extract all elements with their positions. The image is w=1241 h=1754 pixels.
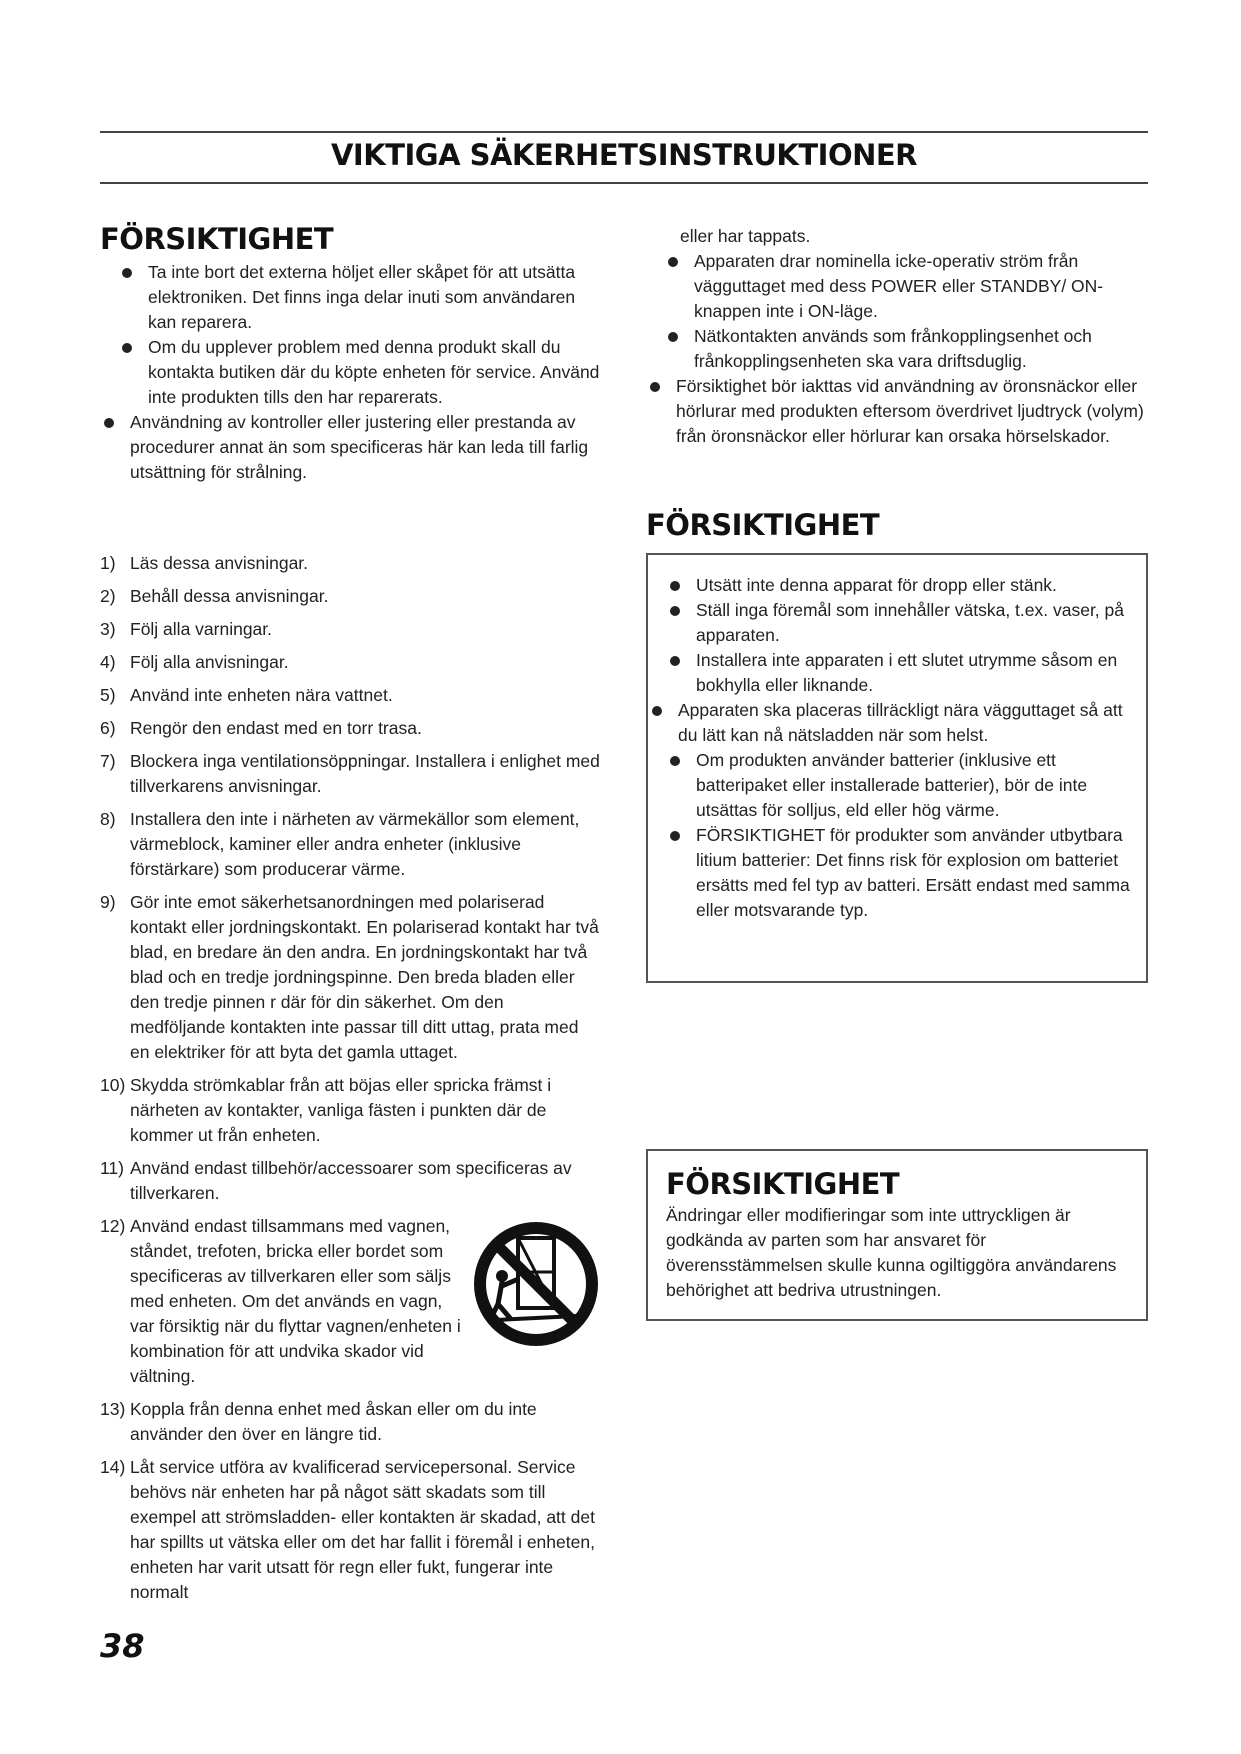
instruction-item: 6) Rengör den endast med en torr trasa. (100, 718, 422, 738)
continuation-list (646, 249, 1148, 449)
left-caution-item: Användning av kontroller eller justering eller prestanda av procedurer annat än som specificeras här kan leda till farlig utsättning för strålning. (100, 410, 600, 485)
instruction-item: 3) Följ alla varningar. (100, 619, 273, 639)
modification-caution-box (646, 1149, 1148, 1321)
continuation-item: Apparaten drar nominella icke-operativ ström från vägguttaget med dess POWER eller STANDBY/ ON-knappen inte i ON-läge. (664, 249, 1148, 324)
left-caution-item: Om du upplever problem med denna produkt skall du kontakta butiken där du köpte enheten för service. Använd inte produkten tills den har reparerats. (118, 335, 600, 410)
right-caution-item: Installera inte apparaten i ett slutet utrymme såsom en bokhylla eller liknande. (666, 648, 1138, 698)
instructions-list (100, 551, 600, 1605)
right-caution-item: Utsätt inte denna apparat för dropp eller stänk. (666, 573, 1138, 598)
header-rule-bottom (100, 182, 1148, 184)
instruction-item: 9) Gör inte emot säkerhetsanordningen med polariserad kontakt eller jordningskontakt. En polariserad kontakt har två blad, en bredare än den andra. En jordningskontakt har två blad och en tredje jordningspinne. Den breda bladen eller den tredje pinnen r där för din säkerhet. Om den medföljande kontakten inte passar till ditt uttag, prata med en elektriker för att byta det gamla uttaget. (100, 892, 599, 1062)
instruction-item: 7) Blockera inga ventilationsöppningar. Installera i enlighet med tillverkarens anvisningar. (100, 751, 600, 796)
instruction-item: 4) Följ alla anvisningar. (100, 652, 289, 672)
instruction-item: 12) Använd endast tillsammans med vagnen, ståndet, trefoten, bricka eller bordet som specificeras av tillverkaren eller som säljs med enheten. Om det används en vagn, var försiktig när du flyttar vagnen/enheten i kombination för att undvika skador vid vältning. (100, 1214, 600, 1389)
left-caution-section (100, 222, 600, 485)
continuation-item: Försiktighet bör iakttas vid användning av öronsnäckor eller hörlurar med produkten eftersom överdrivet ljudtryck (volym) från öronsnäckor eller hörlurar kan orsaka hörselskador. (646, 374, 1148, 449)
instruction-item: 8) Installera den inte i närheten av värmekällor som element, värmeblock, kaminer eller andra enheter (inklusive förstärkare) som producerar värme. (100, 809, 580, 879)
instructions-section (100, 551, 600, 1613)
right-caution-box (646, 553, 1148, 983)
right-continuation-section (646, 224, 1148, 449)
right-caution-item: Ställ inga föremål som innehåller vätska, t.ex. vaser, på apparaten. (666, 598, 1138, 648)
instruction-item: 2) Behåll dessa anvisningar. (100, 586, 329, 606)
instruction-item: 11) Använd endast tillbehör/accessoarer som specificeras av tillverkaren. (100, 1158, 572, 1203)
instruction-item: 1) Läs dessa anvisningar. (100, 553, 309, 573)
left-caution-item: Ta inte bort det externa höljet eller skåpet för att utsätta elektroniken. Det finns inga delar inuti som användaren kan reparera. (118, 260, 600, 335)
instruction-item: 10) Skydda strömkablar från att böjas eller spricka främst i närheten av kontakter, vanliga fästen i punkten där de kommer ut från enheten. (100, 1075, 552, 1145)
modification-caution-text: Ändringar eller modifieringar som inte uttryckligen är godkända av parten som har ansvaret för överensstämmelsen skulle kunna ogiltiggöra användarens behörighet att bedriva utrustningen. (666, 1205, 1117, 1300)
cart-tip-over-warning-icon (472, 1220, 600, 1348)
instruction-item: 13) Koppla från denna enhet med åskan eller om du inte använder den över en längre tid. (100, 1399, 537, 1444)
right-caution-item: Om produkten använder batterier (inklusive ett batteripaket eller installerade batterier), bör de inte utsättas för solljus, eld eller hög värme. (666, 748, 1138, 823)
left-caution-list (100, 260, 600, 485)
right-caution-heading: FÖRSIKTIGHET (646, 508, 880, 542)
left-caution-heading: FÖRSIKTIGHET (100, 222, 334, 256)
page-title: VIKTIGA SÄKERHETSINSTRUKTIONER (330, 138, 918, 172)
continuation-item: Nätkontakten används som frånkopplingsenhet och frånkopplingsenheten ska vara driftsduglig. (664, 324, 1148, 374)
header-rule-top (100, 131, 1148, 133)
right-caution-item: Apparaten ska placeras tillräckligt nära vägguttaget så att du lätt kan nå nätsladden när som helst. (648, 698, 1138, 748)
modification-caution-heading: FÖRSIKTIGHET (666, 1167, 900, 1201)
page-number: 38 (100, 1627, 145, 1665)
instruction-item: 14) Låt service utföra av kvalificerad servicepersonal. Service behövs när enheten har på något sätt skadats som till exempel att strömsladden- eller kontakten är skadad, att det har spillts ut vätska eller om det har fallit i föremål i enheten, enheten har varit utsatt för regn eller fukt, fungerar inte normalt (100, 1457, 595, 1602)
continuation-lead: eller har tappats. (680, 226, 811, 246)
right-caution-item: FÖRSIKTIGHET för produkter som använder utbytbara litium batterier: Det finns risk för explosion om batteriet ersätts med fel typ av batteri. Ersätt endast med samma eller motsvarande typ. (666, 823, 1138, 923)
instruction-item: 5) Använd inte enheten nära vattnet. (100, 685, 393, 705)
right-caution-list (648, 573, 1138, 923)
